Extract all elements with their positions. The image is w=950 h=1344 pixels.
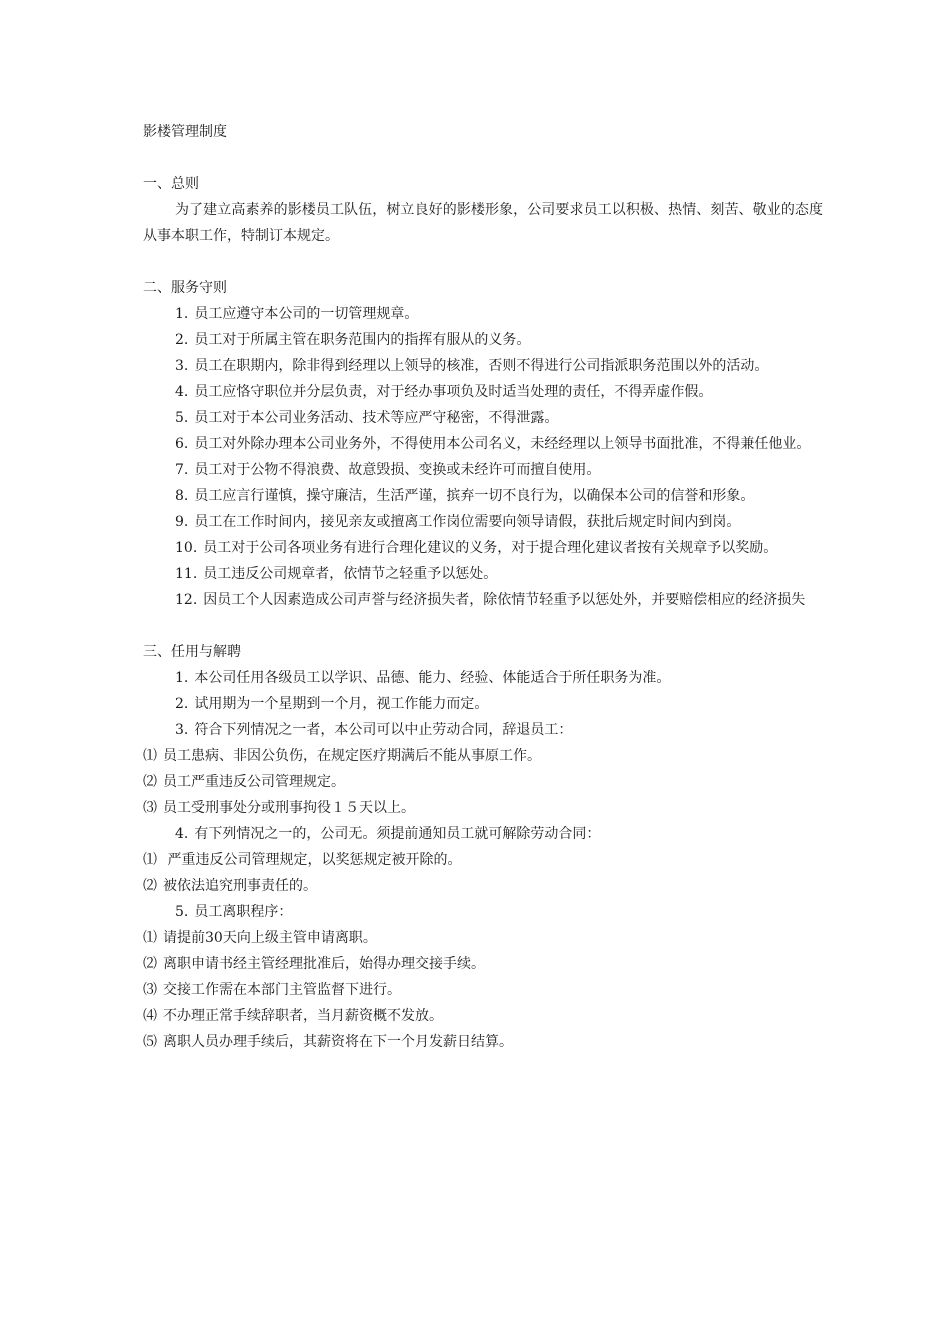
item-text: 员工对外除办理本公司业务外，不得使用本公司名义，未经经理以上领导书面批准，不得兼任他业。 <box>194 436 811 452</box>
employment-sub-item <box>143 925 823 951</box>
service-rule-item <box>143 327 823 353</box>
employment-list <box>143 665 823 1055</box>
spacer <box>143 249 823 275</box>
item-text: 员工对于本公司业务活动、技术等应严守秘密，不得泄露。 <box>194 410 559 426</box>
item-text: 员工应恪守职位并分层负责，对于经办事项负及时适当处理的责任，不得弄虚作假。 <box>194 384 713 400</box>
item-number: 5. <box>175 410 189 426</box>
item-text: 被依法追究刑事责任的。 <box>163 878 317 894</box>
document-title: 影楼管理制度 <box>143 124 227 140</box>
item-number: ⑸ <box>143 1034 157 1050</box>
item-number: 3. <box>175 722 189 738</box>
item-number: 4. <box>175 384 189 400</box>
item-text: 员工违反公司规章者，依情节之轻重予以惩处。 <box>203 566 498 582</box>
section-heading-general: 一、总则 <box>143 176 199 192</box>
item-number: 4. <box>175 826 189 842</box>
item-number: ⑴ <box>143 852 157 868</box>
item-text: 员工离职程序： <box>194 904 293 920</box>
item-number: 2. <box>175 332 189 348</box>
item-text: 试用期为一个星期到一个月，视工作能力而定。 <box>194 696 489 712</box>
item-number: 3. <box>175 358 189 374</box>
item-number: ⑷ <box>143 1008 157 1024</box>
item-text: 员工患病、非因公负伤，在规定医疗期满后不能从事原工作。 <box>163 748 541 764</box>
employment-sub-item <box>143 1003 823 1029</box>
employment-item <box>143 717 823 743</box>
item-text: 严重违反公司管理规定，以奖惩规定被开除的。 <box>163 852 462 868</box>
item-number: ⑴ <box>143 748 157 764</box>
employment-sub-item <box>143 769 823 795</box>
service-rule-item <box>143 535 823 561</box>
item-text: 符合下列情况之一者，本公司可以中止劳动合同，辞退员工： <box>194 722 573 738</box>
item-text: 因员工个人因素造成公司声誉与经济损失者，除依情节轻重予以惩处外，并要赔偿相应的经济损失 <box>203 592 806 608</box>
item-number: 5. <box>175 904 189 920</box>
item-number: 12. <box>175 592 198 608</box>
item-number: ⑶ <box>143 982 157 998</box>
service-rule-item <box>143 301 823 327</box>
service-rule-item <box>143 457 823 483</box>
section-heading-service-rules: 二、服务守则 <box>143 280 227 296</box>
item-number: 9. <box>175 514 189 530</box>
section-heading-employment: 三、任用与解聘 <box>143 644 241 660</box>
employment-item <box>143 665 823 691</box>
item-text: 员工对于公司各项业务有进行合理化建议的义务，对于提合理化建议者按有关规章予以奖励。 <box>203 540 778 556</box>
item-text: 员工对于公物不得浪费、故意毁损、变换或未经许可而擅自使用。 <box>194 462 601 478</box>
item-number: 7. <box>175 462 189 478</box>
item-number: ⑶ <box>143 800 157 816</box>
item-text: 有下列情况之一的，公司无。须提前通知员工就可解除劳动合同： <box>194 826 601 842</box>
service-rule-item <box>143 483 823 509</box>
service-rule-item <box>143 431 823 457</box>
general-paragraph: 为了建立高素养的影楼员工队伍，树立良好的影楼形象，公司要求员工以积极、热情、刻苦、敬业的态度从事本职工作，特制订本规定。 <box>143 202 823 244</box>
service-rule-item <box>143 587 823 613</box>
employment-item <box>143 899 823 925</box>
employment-sub-item <box>143 1029 823 1055</box>
item-text: 员工对于所属主管在职务范围内的指挥有服从的义务。 <box>194 332 531 348</box>
employment-item <box>143 821 823 847</box>
service-rule-item <box>143 353 823 379</box>
item-text: 请提前30天向上级主管申请离职。 <box>163 930 377 946</box>
item-text: 离职人员办理手续后，其薪资将在下一个月发薪日结算。 <box>163 1034 513 1050</box>
employment-sub-item <box>143 977 823 1003</box>
service-rule-item <box>143 405 823 431</box>
service-rules-list <box>143 301 823 613</box>
employment-item <box>143 691 823 717</box>
item-number: ⑵ <box>143 878 157 894</box>
item-number: 8. <box>175 488 189 504</box>
item-number: 11. <box>175 566 198 582</box>
employment-sub-item <box>143 743 823 769</box>
item-text: 员工严重违反公司管理规定。 <box>163 774 345 790</box>
item-text: 离职申请书经主管经理批准后，始得办理交接手续。 <box>163 956 485 972</box>
employment-sub-item <box>143 847 823 873</box>
item-text: 本公司任用各级员工以学识、品德、能力、经验、体能适合于所任职务为准。 <box>194 670 671 686</box>
item-number: ⑵ <box>143 956 157 972</box>
item-text: 员工应言行谨慎，操守廉洁，生活严谨，摈弃一切不良行为，以确保本公司的信誉和形象。 <box>194 488 755 504</box>
item-number: ⑴ <box>143 930 157 946</box>
item-text: 员工应遵守本公司的一切管理规章。 <box>194 306 419 322</box>
item-number: 10. <box>175 540 198 556</box>
item-number: 6. <box>175 436 189 452</box>
item-number: 1. <box>175 306 189 322</box>
item-text: 员工在职期内，除非得到经理以上领导的核准，否则不得进行公司指派职务范围以外的活动。 <box>194 358 769 374</box>
spacer <box>143 145 823 171</box>
service-rule-item <box>143 509 823 535</box>
item-text: 不办理正常手续辞职者，当月薪资概不发放。 <box>163 1008 443 1024</box>
service-rule-item <box>143 379 823 405</box>
spacer <box>143 613 823 639</box>
item-number: 1. <box>175 670 189 686</box>
item-number: ⑵ <box>143 774 157 790</box>
item-text: 员工在工作时间内，接见亲友或擅离工作岗位需要向领导请假，获批后规定时间内到岗。 <box>194 514 741 530</box>
item-text: 员工受刑事处分或刑事拘役１５天以上。 <box>163 800 415 816</box>
employment-sub-item <box>143 873 823 899</box>
item-number: 2. <box>175 696 189 712</box>
employment-sub-item <box>143 795 823 821</box>
document-body <box>143 119 823 1055</box>
item-text: 交接工作需在本部门主管监督下进行。 <box>163 982 401 998</box>
service-rule-item <box>143 561 823 587</box>
employment-sub-item <box>143 951 823 977</box>
